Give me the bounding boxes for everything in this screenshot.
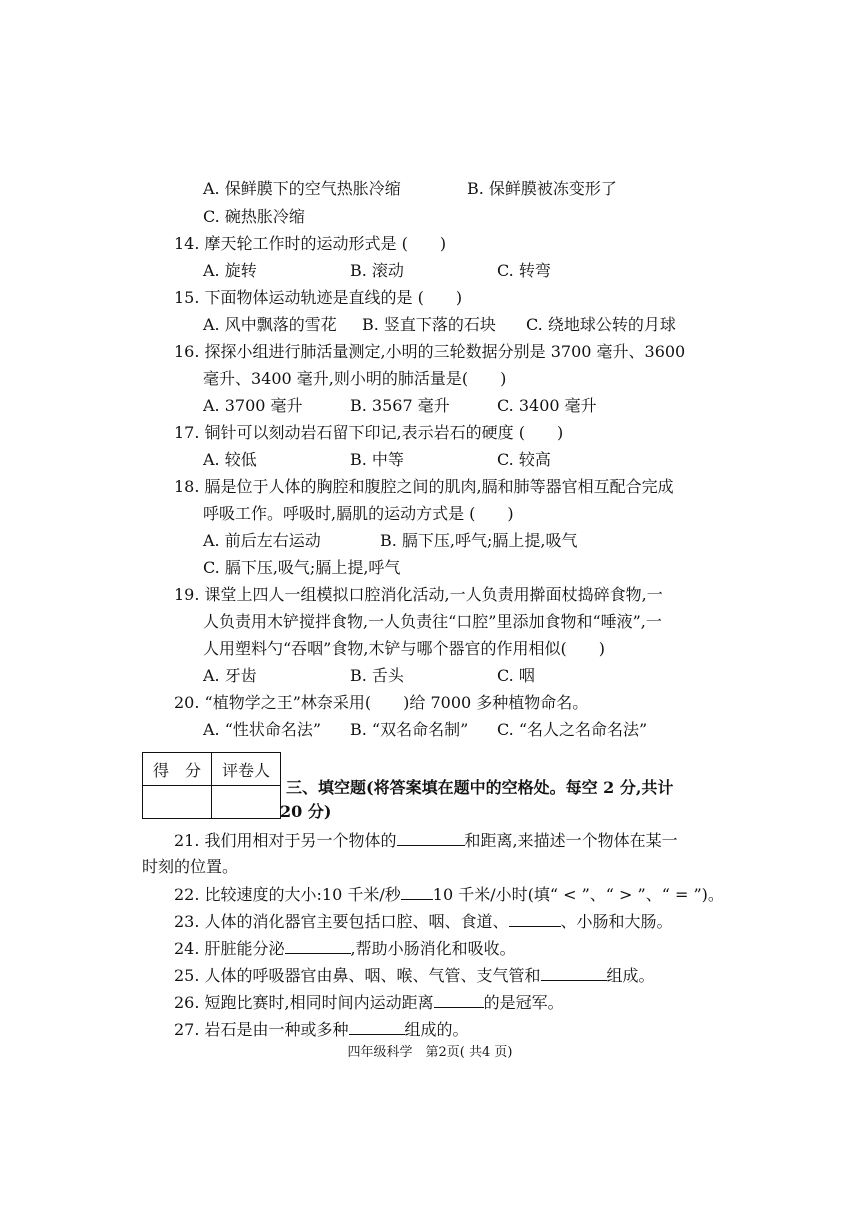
- q16-option-c: C. 3400 毫升: [497, 396, 597, 415]
- q19-stem-line2: 人负责用木铲搅拌食物,一人负责往“口腔”里添加食物和“唾液”,一: [203, 612, 662, 631]
- score-cell[interactable]: [143, 786, 212, 819]
- q19-option-a: A. 牙齿: [203, 666, 257, 685]
- score-header: 得 分: [143, 753, 212, 786]
- q20-option-c: C. “名人之名命名法”: [497, 720, 648, 739]
- q14-option-a: A. 旋转: [203, 261, 257, 280]
- section-3-title-line2: 20 分): [280, 802, 332, 821]
- q14-option-c: C. 转弯: [497, 261, 551, 280]
- q22-part2: 10 千米/小时(填“ < ”、“ > ”、“ = ”)。: [432, 885, 724, 904]
- q15-option-b: B. 竖直下落的石块: [362, 315, 496, 334]
- q24-part1: 24. 肝脏能分泌: [174, 939, 285, 958]
- q22-part1: 22. 比较速度的大小:10 千米/秒: [174, 885, 401, 904]
- q26: [174, 991, 564, 1014]
- q26-blank[interactable]: [434, 991, 484, 1008]
- q24: [174, 937, 516, 960]
- section-3-title: [280, 776, 726, 824]
- q21-line2: 时刻的位置。: [142, 857, 239, 876]
- q18-stem-line2: 呼吸工作。呼吸时,膈肌的运动方式是 ( ): [203, 504, 514, 523]
- q16-stem-line2: 毫升、3400 毫升,则小明的肺活量是( ): [203, 369, 507, 388]
- q22: [174, 883, 724, 906]
- q22-blank[interactable]: [401, 883, 433, 900]
- q23-part1: 23. 人体的消化器官主要包括口腔、咽、食道、: [174, 912, 509, 931]
- q20-stem: 20. “植物学之王”林奈采用( )给 7000 多种植物命名。: [174, 693, 589, 712]
- q19-stem-line1: 19. 课堂上四人一组模拟口腔消化活动,一人负责用擀面杖捣碎食物,一: [174, 585, 663, 604]
- q20-option-b: B. “双名命名制”: [350, 720, 469, 739]
- q18-stem-line1: 18. 膈是位于人体的胸腔和腹腔之间的肌肉,膈和肺等器官相互配合完成: [174, 477, 674, 496]
- q23: [174, 910, 673, 933]
- grader-cell[interactable]: [212, 786, 281, 819]
- score-table: [142, 752, 281, 819]
- q21-part1: 21. 我们用相对于另一个物体的: [174, 831, 397, 850]
- q19-stem-line3: 人用塑料勺“吞咽”食物,木铲与哪个器官的作用相似( ): [203, 639, 605, 658]
- q18-option-a: A. 前后左右运动: [203, 531, 321, 550]
- q15-option-a: A. 风中飘落的雪花: [203, 315, 337, 334]
- q14-option-b: B. 滚动: [350, 261, 404, 280]
- q25-blank[interactable]: [541, 964, 607, 981]
- q24-blank[interactable]: [285, 937, 351, 954]
- q19-option-c: C. 咽: [497, 666, 535, 685]
- q27: [174, 1018, 469, 1041]
- q18-option-c: C. 膈下压,吸气;膈上提,呼气: [203, 558, 401, 577]
- q16-option-a: A. 3700 毫升: [203, 396, 303, 415]
- page-footer: 四年级科学 第2页( 共4 页): [347, 1045, 513, 1060]
- q24-part2: ,帮助小肠消化和吸收。: [350, 939, 516, 958]
- q15-option-c: C. 绕地球公转的月球: [526, 315, 676, 334]
- q27-part1: 27. 岩石是由一种或多种: [174, 1020, 349, 1039]
- q23-part2: 、小肠和大肠。: [560, 912, 673, 931]
- q26-part2: 的是冠军。: [483, 993, 564, 1012]
- q19-option-b: B. 舌头: [350, 666, 404, 685]
- q15-stem: 15. 下面物体运动轨迹是直线的是 ( ): [174, 288, 463, 307]
- q26-part1: 26. 短跑比赛时,相同时间内运动距离: [174, 993, 434, 1012]
- q13-option-a: A. 保鲜膜下的空气热胀冷缩: [203, 179, 401, 198]
- q21-blank[interactable]: [397, 829, 465, 846]
- q13-option-b: B. 保鲜膜被冻变形了: [467, 179, 617, 198]
- q25-part2: 组成。: [606, 966, 655, 985]
- q23-blank[interactable]: [509, 910, 561, 927]
- q25: [174, 964, 655, 987]
- q17-stem: 17. 铜针可以刻动岩石留下印记,表示岩石的硬度 ( ): [174, 423, 564, 442]
- q27-part2: 组成的。: [404, 1020, 469, 1039]
- q21-part2: 和距离,来描述一个物体在某一: [464, 831, 678, 850]
- q14-stem: 14. 摩天轮工作时的运动形式是 ( ): [174, 234, 447, 253]
- q16-option-b: B. 3567 毫升: [350, 396, 450, 415]
- q18-option-b: B. 膈下压,呼气;膈上提,吸气: [380, 531, 578, 550]
- q27-blank[interactable]: [349, 1018, 405, 1035]
- q17-option-a: A. 较低: [203, 450, 257, 469]
- q13-option-c: C. 碗热胀冷缩: [203, 207, 305, 226]
- q25-part1: 25. 人体的呼吸器官由鼻、咽、喉、气管、支气管和: [174, 966, 541, 985]
- q21: [174, 829, 678, 852]
- q16-stem-line1: 16. 探探小组进行肺活量测定,小明的三轮数据分别是 3700 毫升、3600: [174, 342, 686, 361]
- section-3-title-line1: 三、填空题(将答案填在题中的空格处。每空 2 分,共计: [286, 778, 674, 797]
- grader-header: 评卷人: [212, 753, 281, 786]
- q17-option-c: C. 较高: [497, 450, 551, 469]
- q17-option-b: B. 中等: [350, 450, 404, 469]
- q20-option-a: A. “性状命名法”: [203, 720, 322, 739]
